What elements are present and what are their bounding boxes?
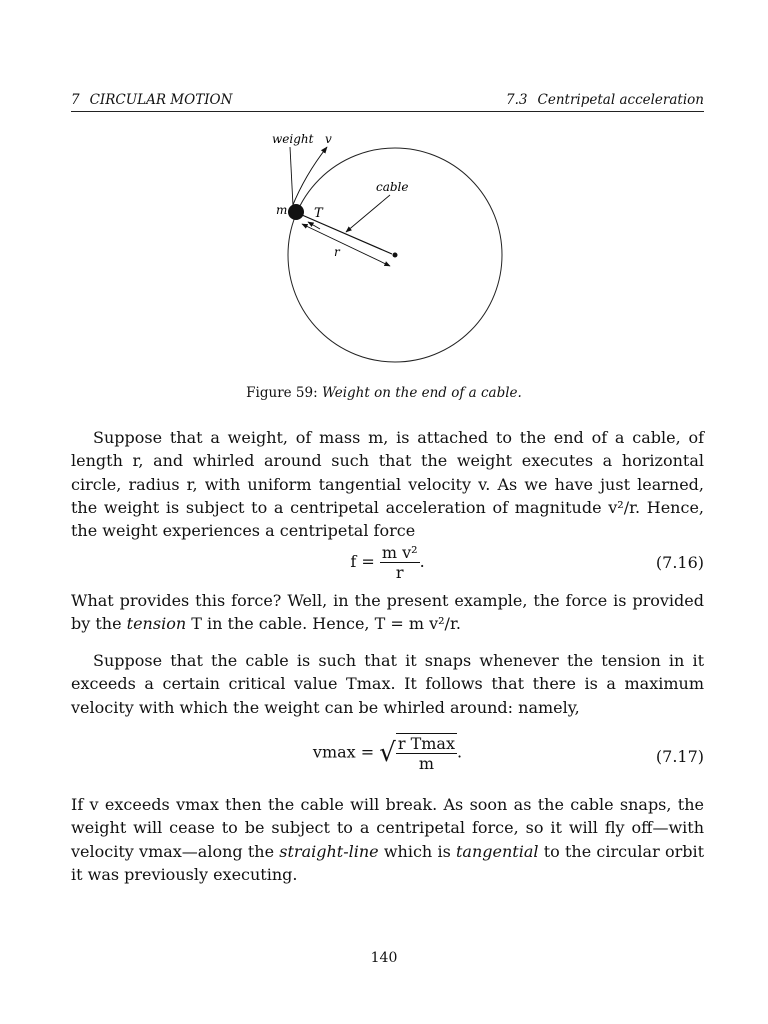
header-section: 7.3 Centripetal acceleration	[506, 92, 704, 108]
label-v: v	[325, 132, 332, 146]
paragraph-4: If v exceeds vmax then the cable will break. As soon as the cable snaps, the weight will cease to be subject to a centripetal force, so it will fly off—with velocity vmax—along the straight-line which is tangential to the circular orbit it was previously executing.	[71, 795, 705, 884]
weight-mass	[288, 204, 304, 220]
page-number: 140	[370, 950, 398, 966]
label-cable: cable	[376, 180, 409, 194]
center-dot	[393, 253, 398, 258]
equation-7-16: f = $\frac{\text{m v²}}{r}$ . (7.16)	[350, 543, 704, 582]
label-m: m	[276, 203, 288, 217]
header-chapter: 7 CIRCULAR MOTION	[71, 92, 233, 108]
cable-pointer	[346, 195, 390, 232]
paragraph-3: Suppose that the cable is such that it snaps whenever the tension in it exceeds a certain critical value Tmax. It follows that there is a maximum velocity with which the weight can be whirled around: namely,	[71, 651, 704, 717]
label-t: T	[314, 206, 323, 221]
r-arrow	[302, 224, 390, 266]
cable-diagram	[250, 125, 510, 375]
label-weight: weight	[272, 132, 314, 146]
figure-caption: Figure 59: Weight on the end of a cable.	[246, 385, 522, 401]
running-header	[71, 92, 704, 112]
weight-pointer	[290, 147, 293, 206]
paragraph-2: What provides this force? Well, in the present example, the force is provided by the tension T in the cable. Hence, T = m v²/r.	[71, 591, 704, 634]
label-r: r	[334, 245, 340, 259]
paragraph-1: Suppose that a weight, of mass m, is attached to the end of a cable, of length r, and whirled around such that the weight executes a horizontal circle, radius r, with uniform tangential velocity v. As we have just learned, the weight is subject to a centripetal acceleration of magnitude v²/r. Hence, the weight experiences a centripetal force	[71, 428, 704, 541]
equation-7-17: vmax = √ $\frac{\text{r Tmax}}{m}$ . (7.17)	[312, 734, 704, 773]
